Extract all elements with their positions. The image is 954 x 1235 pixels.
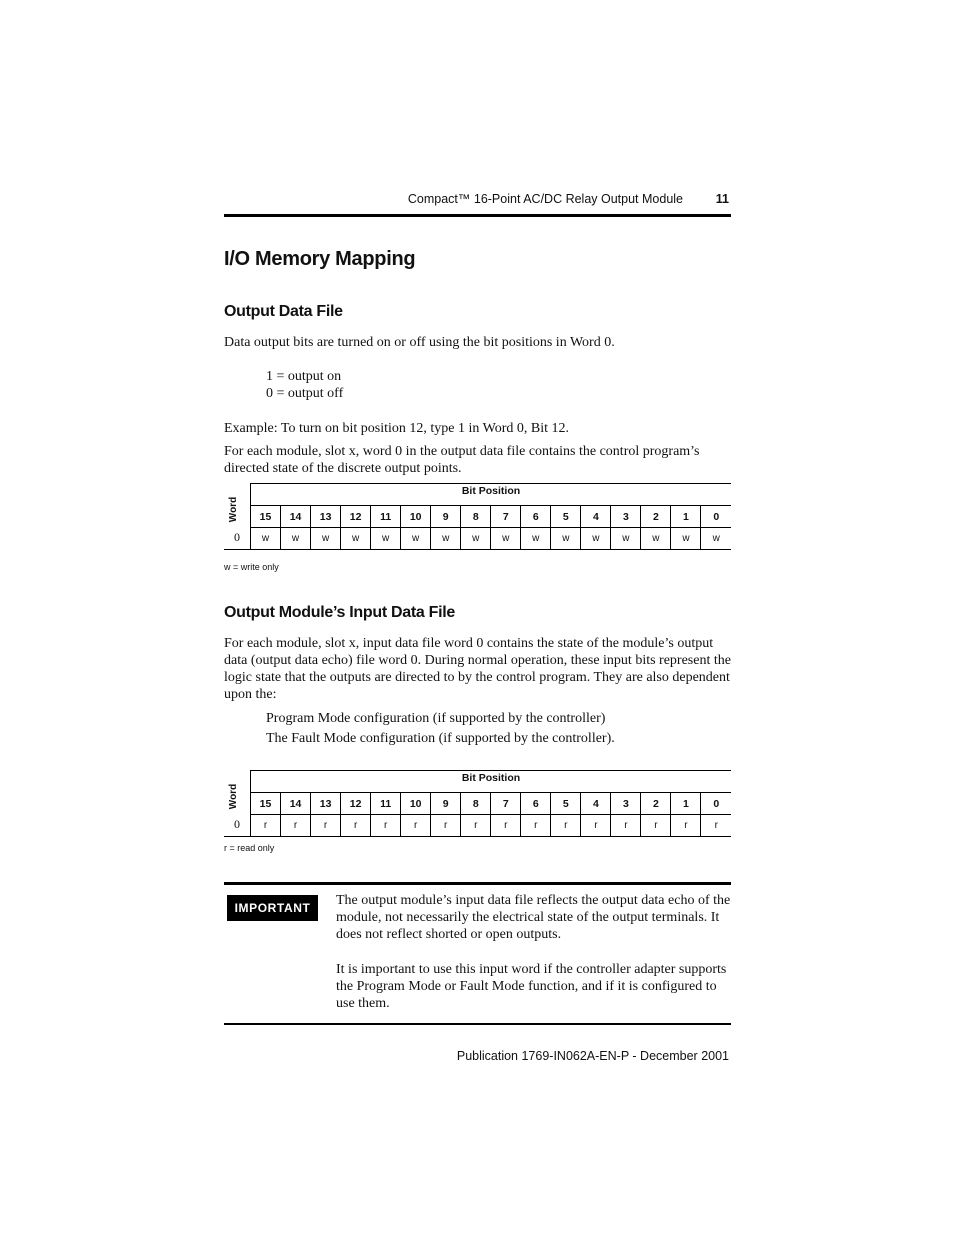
word-label: Word	[228, 496, 240, 522]
word-number: 0	[224, 528, 251, 550]
bit-header: 4	[581, 506, 611, 528]
bit-position-header: Bit Position	[251, 771, 732, 793]
bit-value: w	[611, 528, 641, 550]
bit-value: w	[581, 528, 611, 550]
bit-header: 0	[701, 506, 731, 528]
bit-value: r	[371, 815, 401, 837]
bit-header: 0	[701, 793, 731, 815]
output-data-file-heading: Output Data File	[224, 303, 343, 320]
word-header-cell	[224, 484, 251, 528]
table-row	[224, 528, 731, 550]
bit-value: w	[671, 528, 701, 550]
bit-value: r	[251, 815, 281, 837]
bit-header: 14	[281, 793, 311, 815]
input-bit-table	[224, 770, 731, 837]
bit-header: 6	[521, 793, 551, 815]
bit-value: w	[431, 528, 461, 550]
important-top-rule	[224, 882, 731, 885]
bit-value: r	[281, 815, 311, 837]
bit-header: 12	[341, 793, 371, 815]
bit-header: 5	[551, 506, 581, 528]
bit-value: w	[461, 528, 491, 550]
bit-value: w	[311, 528, 341, 550]
bit-value: w	[251, 528, 281, 550]
table-row	[224, 815, 731, 837]
bit-header: 4	[581, 793, 611, 815]
bit-header: 11	[371, 506, 401, 528]
word-header-cell	[224, 771, 251, 815]
bit-header: 8	[461, 793, 491, 815]
important-paragraph-2: It is important to use this input word if the controller adapter supports the Program Mode or Fault Mode function, and if it is configured to use them.	[336, 962, 727, 1011]
bit-value: w	[491, 528, 521, 550]
input-table-note: r = read only	[224, 843, 275, 853]
bit-value: w	[281, 528, 311, 550]
bit-header: 15	[251, 793, 281, 815]
bit-header: 15	[251, 506, 281, 528]
bit-value: r	[431, 815, 461, 837]
bit-value: r	[611, 815, 641, 837]
input-data-file-description: For each module, slot x, input data file word 0 contains the state of the module’s output data (output data echo) file word 0. During normal operation, these input bits represent the logic state that the outputs are directed to by the control program. They are also dependent upon the:	[224, 636, 731, 702]
word-label: Word	[228, 783, 240, 809]
bit-header: 10	[401, 506, 431, 528]
output-bit-table	[224, 483, 731, 550]
bit-header: 2	[641, 506, 671, 528]
running-header-title: Compact™ 16-Point AC/DC Relay Output Module	[407, 192, 683, 206]
important-badge: IMPORTANT	[227, 895, 318, 921]
bit-value: r	[401, 815, 431, 837]
bit-value: r	[641, 815, 671, 837]
bit-header: 1	[671, 506, 701, 528]
dependency-item-1: Program Mode configuration (if supported by the controller)	[266, 711, 606, 726]
bit-value: r	[521, 815, 551, 837]
publication-footer: Publication 1769-IN062A-EN-P - December 2001	[456, 1049, 729, 1063]
output-data-file-intro: Data output bits are turned on or off using the bit positions in Word 0.	[224, 335, 615, 350]
bit-value: r	[311, 815, 341, 837]
input-data-file-heading: Output Module’s Input Data File	[224, 604, 455, 621]
important-paragraph-1: The output module’s input data file reflects the output data echo of the module, not necessarily the electrical state of the output terminals. It does not reflect shorted or open outputs.	[336, 893, 731, 942]
bit-value: r	[671, 815, 701, 837]
output-table-note: w = write only	[224, 562, 279, 572]
bit-value: w	[701, 528, 731, 550]
bit-header: 13	[311, 793, 341, 815]
bit-header: 9	[431, 793, 461, 815]
bit-value: r	[551, 815, 581, 837]
bit-header: 9	[431, 506, 461, 528]
output-description: For each module, slot x, word 0 in the output data file contains the control program’s directed state of the discrete output points.	[224, 444, 700, 476]
bit-value: r	[341, 815, 371, 837]
bit-header: 5	[551, 793, 581, 815]
legend-on: 1 = output on	[266, 369, 342, 384]
bit-value: w	[401, 528, 431, 550]
bit-value: r	[491, 815, 521, 837]
bit-header: 8	[461, 506, 491, 528]
bit-value: r	[701, 815, 731, 837]
bit-header: 14	[281, 506, 311, 528]
bit-header: 13	[311, 506, 341, 528]
dependency-item-2: The Fault Mode configuration (if supported by the controller).	[266, 731, 615, 746]
bit-header: 3	[611, 793, 641, 815]
bit-header: 7	[491, 506, 521, 528]
bit-header: 6	[521, 506, 551, 528]
bit-header: 2	[641, 793, 671, 815]
bit-header: 1	[671, 793, 701, 815]
section-title: I/O Memory Mapping	[224, 248, 416, 270]
bit-header: 10	[401, 793, 431, 815]
bit-value: w	[341, 528, 371, 550]
bit-value: r	[461, 815, 491, 837]
bit-value: w	[551, 528, 581, 550]
header-rule	[224, 214, 731, 217]
output-example: Example: To turn on bit position 12, type 1 in Word 0, Bit 12.	[224, 421, 570, 436]
important-bottom-rule	[224, 1023, 731, 1025]
bit-header: 12	[341, 506, 371, 528]
page-number: 11	[715, 192, 729, 206]
bit-value: w	[521, 528, 551, 550]
bit-header: 11	[371, 793, 401, 815]
bit-header: 7	[491, 793, 521, 815]
bit-value: w	[371, 528, 401, 550]
bit-value: r	[581, 815, 611, 837]
word-number: 0	[224, 815, 251, 837]
bit-position-header: Bit Position	[251, 484, 732, 506]
bit-header: 3	[611, 506, 641, 528]
bit-value: w	[641, 528, 671, 550]
legend-off: 0 = output off	[266, 386, 344, 401]
